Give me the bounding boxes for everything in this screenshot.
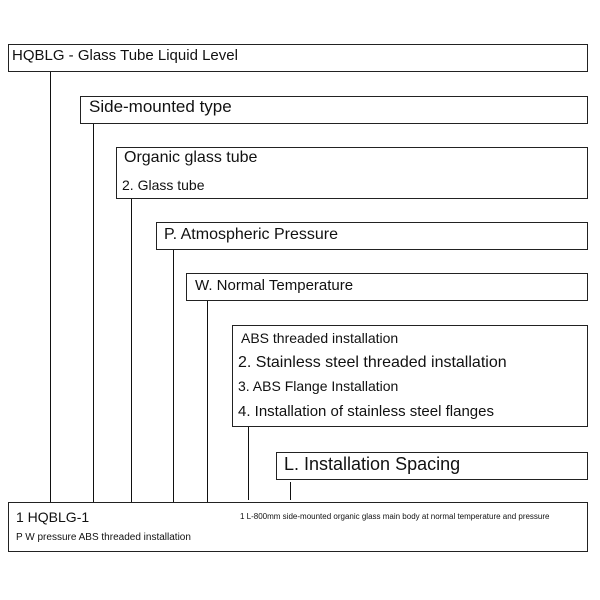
row-label-install-1: ABS threaded installation xyxy=(241,330,399,346)
row-label-mount-type: Side-mounted type xyxy=(89,97,232,116)
row-label-spacing: L. Installation Spacing xyxy=(284,454,461,474)
example-box xyxy=(8,502,588,552)
connector-line-model xyxy=(50,72,51,502)
row-label-install-4: 4. Installation of stainless steel flanges xyxy=(238,403,494,420)
row-label-pressure: P. Atmospheric Pressure xyxy=(164,226,339,243)
row-label-tube-2: 2. Glass tube xyxy=(122,177,205,193)
row-label-tube-1: Organic glass tube xyxy=(124,149,258,166)
example-description: P W pressure ABS threaded installation xyxy=(16,532,191,543)
row-label-model: HQBLG - Glass Tube Liquid Level xyxy=(12,47,238,64)
connector-line-spacing xyxy=(290,482,291,500)
row-label-temperature: W. Normal Temperature xyxy=(195,277,354,294)
connector-line-temperature xyxy=(207,301,208,502)
example-code: 1 HQBLG-1 xyxy=(16,509,90,525)
connector-line-tube-type xyxy=(131,199,132,502)
row-label-install-2: 2. Stainless steel threaded installation xyxy=(238,354,507,371)
example-note: 1 L-800mm side-mounted organic glass main body at normal temperature and pressure xyxy=(240,512,550,521)
connector-line-pressure xyxy=(173,250,174,502)
connector-line-mount-type xyxy=(93,124,94,502)
connector-line-installation xyxy=(248,427,249,500)
row-label-install-3: 3. ABS Flange Installation xyxy=(238,378,399,394)
